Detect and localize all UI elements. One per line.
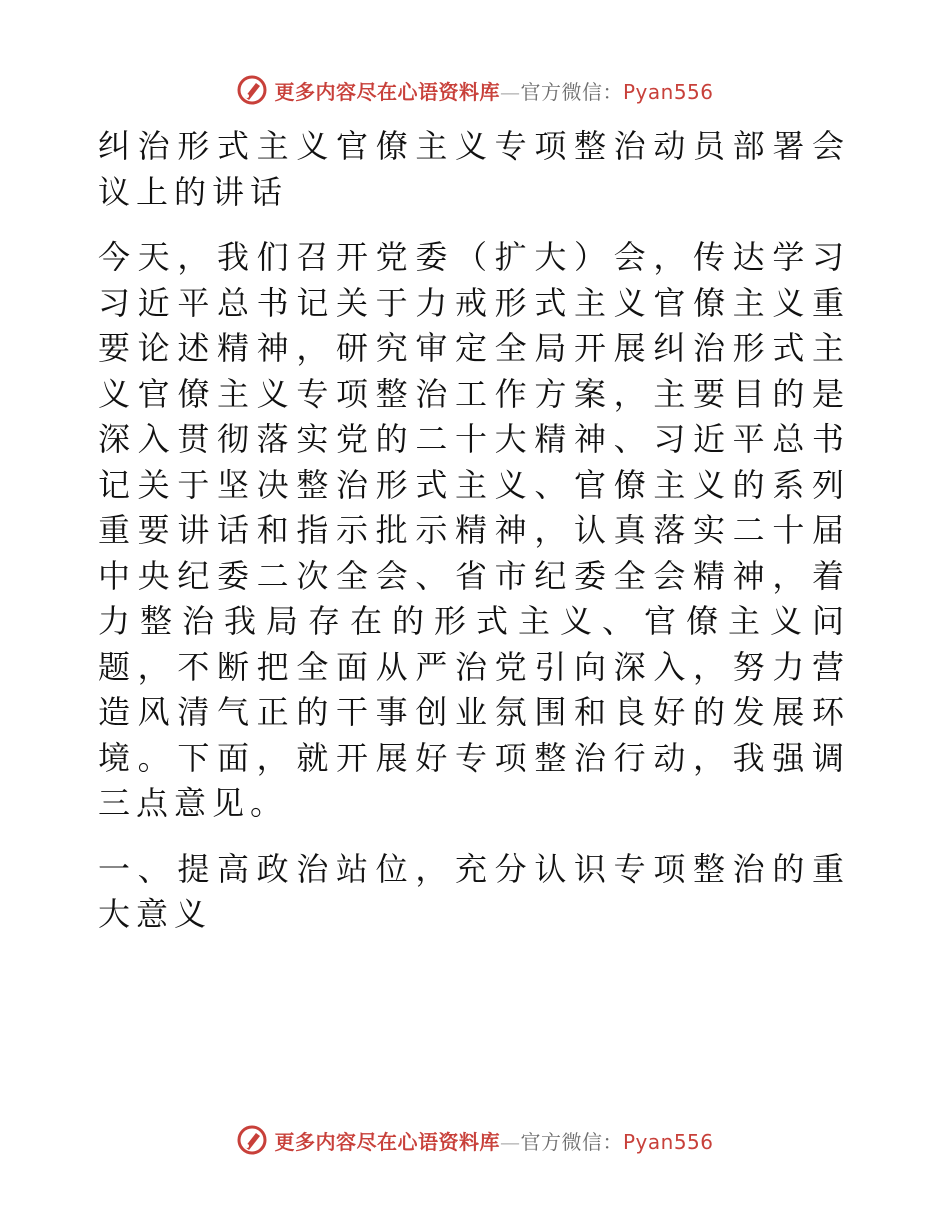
paragraph-intro: 今天，我们召开党委（扩大）会，传达学习习近平总书记关于力戒形式主义官僚主义重要论述精神，研究审定全局开展纠治形式主义官僚主义专项整治工作方案，主要目的是深入贯彻落实党的二十大精神、习近平总书记关于坚决整治形式主义、官僚主义的系列重要讲话和指示批示精神，认真落实二十届中央纪委二次全会、省市纪委全会精神，着力整治我局存在的形式主义、官僚主义问题，不断把全面从严治党引向深入，努力营造风清气正的干事创业氛围和良好的发展环境。下面，就开展好专项整治行动，我强调三点意见。: [98, 238, 850, 822]
watermark-wechat-id: Pyan556: [622, 1129, 714, 1154]
footer-watermark: [0, 1120, 950, 1160]
document-body: [98, 124, 850, 938]
watermark-dash: —: [499, 1129, 521, 1154]
header-watermark: [0, 70, 950, 110]
watermark-text: [274, 76, 713, 105]
pen-nib-logo-icon: [236, 74, 268, 106]
watermark-wechat-label: 官方微信：: [520, 1129, 623, 1154]
pen-nib-logo-icon: [236, 1124, 268, 1156]
section-heading-1: 一、提高政治站位，充分认识专项整治的重大意义: [98, 849, 850, 933]
watermark-wechat-label: 官方微信：: [520, 79, 623, 104]
watermark-wechat-id: Pyan556: [622, 79, 714, 104]
watermark-dash: —: [499, 79, 521, 104]
document-title: 纠治形式主义官僚主义专项整治动员部署会议上的讲话: [98, 127, 850, 211]
watermark-site-text: 更多内容尽在心语资料库: [274, 1129, 500, 1154]
watermark-text: [274, 1126, 713, 1155]
watermark-site-text: 更多内容尽在心语资料库: [274, 79, 500, 104]
